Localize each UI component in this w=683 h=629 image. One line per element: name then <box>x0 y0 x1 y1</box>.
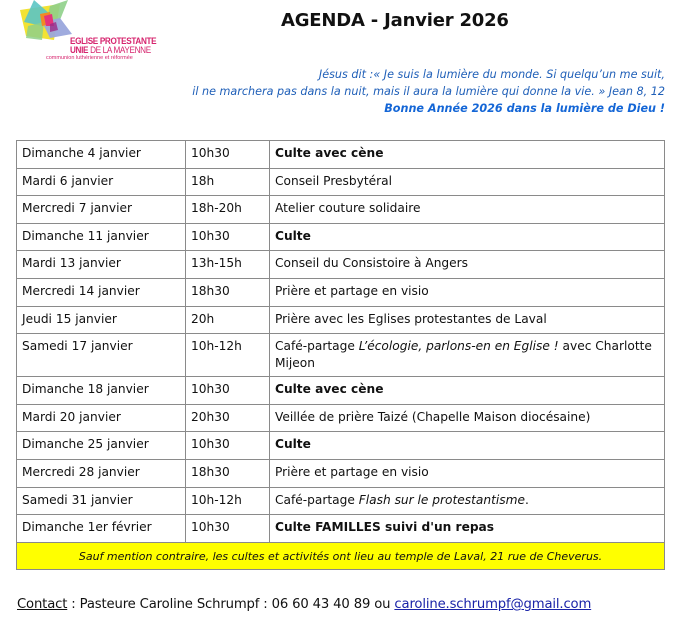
event-date: Dimanche 11 janvier <box>17 223 186 251</box>
table-row <box>17 278 665 306</box>
table-row <box>17 196 665 224</box>
quote-line-1: Jésus dit :« Je suis la lumière du monde. Si quelqu’un me suit, <box>318 68 665 81</box>
event-activity: Conseil Presbytéral <box>270 168 665 196</box>
bible-quote <box>105 66 665 117</box>
email-link[interactable]: caroline.schrumpf@gmail.com <box>394 597 592 612</box>
event-time: 10h30 <box>186 432 270 460</box>
event-time: 10h30 <box>186 515 270 543</box>
logo-tagline: communion luthérienne et réformée <box>46 55 133 61</box>
event-activity: Prière et partage en visio <box>270 278 665 306</box>
table-row <box>17 306 665 334</box>
event-activity: Prière avec les Eglises protestantes de Laval <box>270 306 665 334</box>
table-row <box>17 168 665 196</box>
quote-line-2: il ne marchera pas dans la nuit, mais il aura la lumière qui donne la vie. » Jean 8, 12 <box>192 85 665 98</box>
activity-suffix: avec Charlotte Mijeon <box>275 339 652 371</box>
event-activity <box>270 334 665 377</box>
event-date: Jeudi 15 janvier <box>17 306 186 334</box>
event-activity: Culte FAMILLES suivi d'un repas <box>270 515 665 543</box>
event-activity: Atelier couture solidaire <box>270 196 665 224</box>
event-date: Samedi 31 janvier <box>17 487 186 515</box>
activity-prefix: Café-partage <box>275 492 359 507</box>
event-time: 10h-12h <box>186 334 270 377</box>
event-date: Mercredi 28 janvier <box>17 459 186 487</box>
event-date: Mercredi 14 janvier <box>17 278 186 306</box>
page-title: AGENDA - Janvier 2026 <box>281 10 509 31</box>
event-time: 18h <box>186 168 270 196</box>
event-date: Dimanche 4 janvier <box>17 141 186 169</box>
church-logo <box>20 0 160 62</box>
logo-text-mayenne: DE LA MAYENNE <box>88 45 151 56</box>
contact-line <box>17 597 591 612</box>
table-row <box>17 432 665 460</box>
event-date: Mardi 20 janvier <box>17 404 186 432</box>
event-time: 18h30 <box>186 459 270 487</box>
event-time: 18h30 <box>186 278 270 306</box>
event-date: Mercredi 7 janvier <box>17 196 186 224</box>
event-date: Mardi 13 janvier <box>17 251 186 279</box>
table-row <box>17 334 665 377</box>
logo-text-unie: UNIE <box>70 45 89 56</box>
event-activity: Prière et partage en visio <box>270 459 665 487</box>
activity-title: Flash sur le protestantisme <box>358 492 525 507</box>
event-time: 20h30 <box>186 404 270 432</box>
event-activity: Culte avec cène <box>270 141 665 169</box>
event-activity: Culte <box>270 432 665 460</box>
event-time: 20h <box>186 306 270 334</box>
table-row <box>17 141 665 169</box>
event-activity: Culte avec cène <box>270 377 665 405</box>
event-time: 13h-15h <box>186 251 270 279</box>
event-activity: Conseil du Consistoire à Angers <box>270 251 665 279</box>
location-note: Sauf mention contraire, les cultes et activités ont lieu au temple de Laval, 21 rue de Cheverus. <box>17 542 665 569</box>
table-row <box>17 377 665 405</box>
contact-label: Contact <box>17 597 68 612</box>
event-activity: Culte <box>270 223 665 251</box>
location-note-row <box>17 542 665 569</box>
new-year-greeting: Bonne Année 2026 dans la lumière de Dieu ! <box>384 102 665 115</box>
table-row <box>17 251 665 279</box>
agenda-table <box>16 140 665 570</box>
table-row <box>17 515 665 543</box>
table-row <box>17 223 665 251</box>
activity-prefix: Café-partage <box>275 339 359 354</box>
contact-details: : Pasteure Caroline Schrumpf : 06 60 43 40 89 ou <box>67 597 395 612</box>
event-time: 10h30 <box>186 377 270 405</box>
event-date: Mardi 6 janvier <box>17 168 186 196</box>
event-date: Dimanche 18 janvier <box>17 377 186 405</box>
event-date: Dimanche 1er février <box>17 515 186 543</box>
activity-title: L’écologie, parlons-en en Eglise ! <box>358 339 559 354</box>
event-date: Samedi 17 janvier <box>17 334 186 377</box>
event-time: 18h-20h <box>186 196 270 224</box>
event-time: 10h30 <box>186 223 270 251</box>
table-row <box>17 404 665 432</box>
table-row <box>17 459 665 487</box>
activity-suffix: . <box>524 492 529 507</box>
event-activity: Veillée de prière Taizé (Chapelle Maison diocésaine) <box>270 404 665 432</box>
event-time: 10h30 <box>186 141 270 169</box>
event-date: Dimanche 25 janvier <box>17 432 186 460</box>
event-activity <box>270 487 665 515</box>
table-row <box>17 487 665 515</box>
logo-text-line1: EGLISE PROTESTANTE <box>70 36 157 47</box>
event-time: 10h-12h <box>186 487 270 515</box>
cross-mosaic-icon <box>20 0 80 40</box>
